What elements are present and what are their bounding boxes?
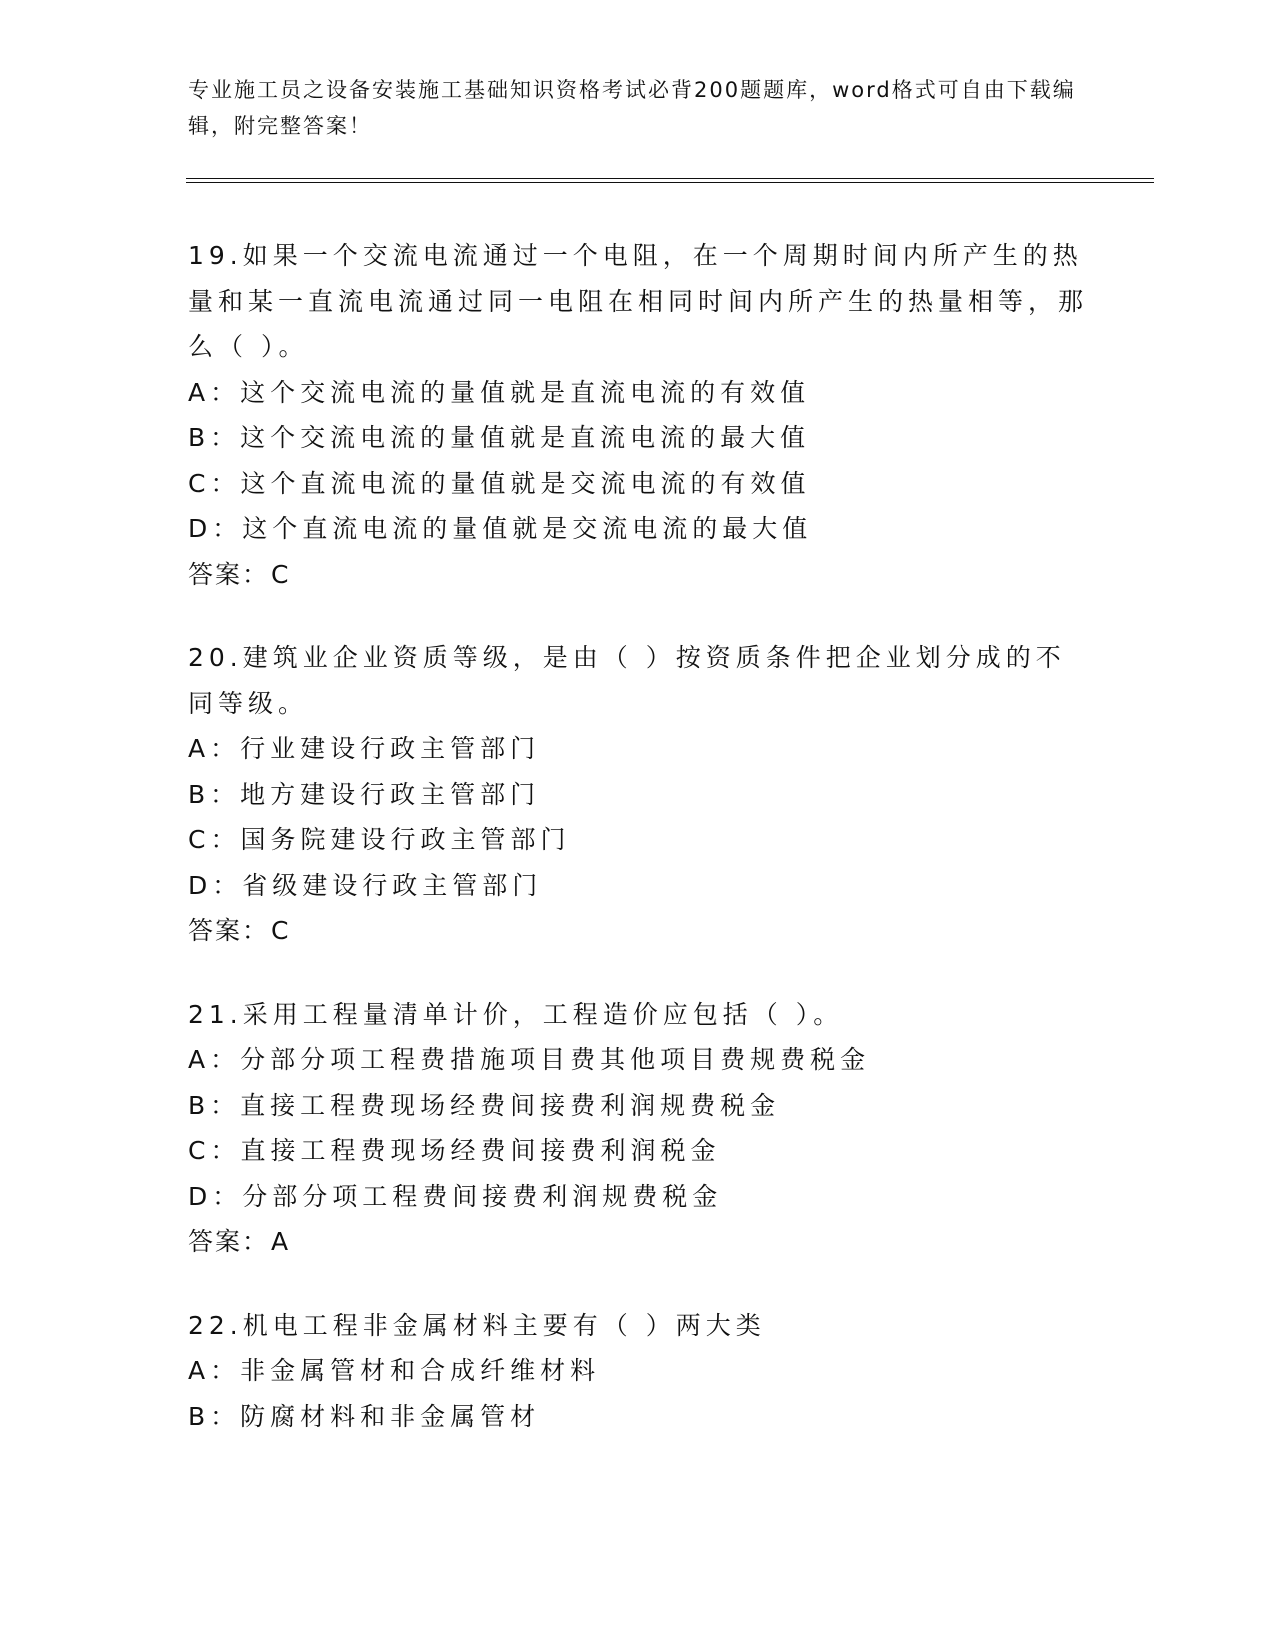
answer-label: 答案：	[188, 916, 270, 945]
option-d: D：省级建设行政主管部门	[188, 870, 543, 900]
answer-label: 答案：	[188, 1227, 270, 1256]
document-title: 专业施工员之设备安装施工基础知识资格考试必背200题题库，word格式可自由下载编辑，附完整答案！	[188, 78, 1076, 138]
question-19	[188, 233, 1088, 597]
question-21	[188, 992, 1088, 1265]
answer-line	[188, 908, 1088, 954]
answer-line	[188, 1219, 1088, 1265]
option-b: B：这个交流电流的量值就是直流电流的最大值	[188, 423, 811, 452]
option-c: C：国务院建设行政主管部门	[188, 825, 571, 854]
option-b: B：直接工程费现场经费间接费利润规费税金	[188, 1090, 781, 1120]
option-a: A：这个交流电流的量值就是直流电流的有效值	[188, 377, 811, 407]
option-b: B：防腐材料和非金属管材	[188, 1401, 541, 1431]
question-22	[188, 1303, 1088, 1440]
option-c: C：这个直流电流的量值就是交流电流的有效值	[188, 468, 811, 498]
option-d: D：分部分项工程费间接费利润规费税金	[188, 1181, 723, 1211]
option-a: A：行业建设行政主管部门	[188, 734, 541, 763]
option-b: B：地方建设行政主管部门	[188, 779, 541, 809]
header-divider	[186, 178, 1154, 183]
question-stem: 20.建筑业企业资质等级，是由（ ）按资质条件把企业划分成的不同等级。	[188, 643, 1066, 718]
question-stem: 19.如果一个交流电流通过一个电阻，在一个周期时间内所产生的热量和某一直流电流通过同一电阻在相同时间内所产生的热量相等，那么（ ）。	[188, 241, 1089, 361]
option-d: D：这个直流电流的量值就是交流电流的最大值	[188, 514, 813, 543]
document-header	[188, 72, 1088, 144]
answer-value: A	[271, 1227, 291, 1256]
answer-value: C	[271, 559, 291, 589]
answer-value: C	[271, 916, 291, 945]
answer-label: 答案：	[188, 559, 270, 589]
option-a: A：分部分项工程费措施项目费其他项目费规费税金	[188, 1045, 871, 1074]
option-a: A：非金属管材和合成纤维材料	[188, 1356, 601, 1385]
question-stem: 22.机电工程非金属材料主要有（ ）两大类	[188, 1310, 766, 1340]
question-20	[188, 635, 1088, 954]
question-list	[188, 233, 1088, 1477]
question-stem: 21.采用工程量清单计价，工程造价应包括（ ）。	[188, 999, 844, 1029]
option-c: C：直接工程费现场经费间接费利润税金	[188, 1136, 721, 1165]
answer-line	[188, 552, 1088, 598]
